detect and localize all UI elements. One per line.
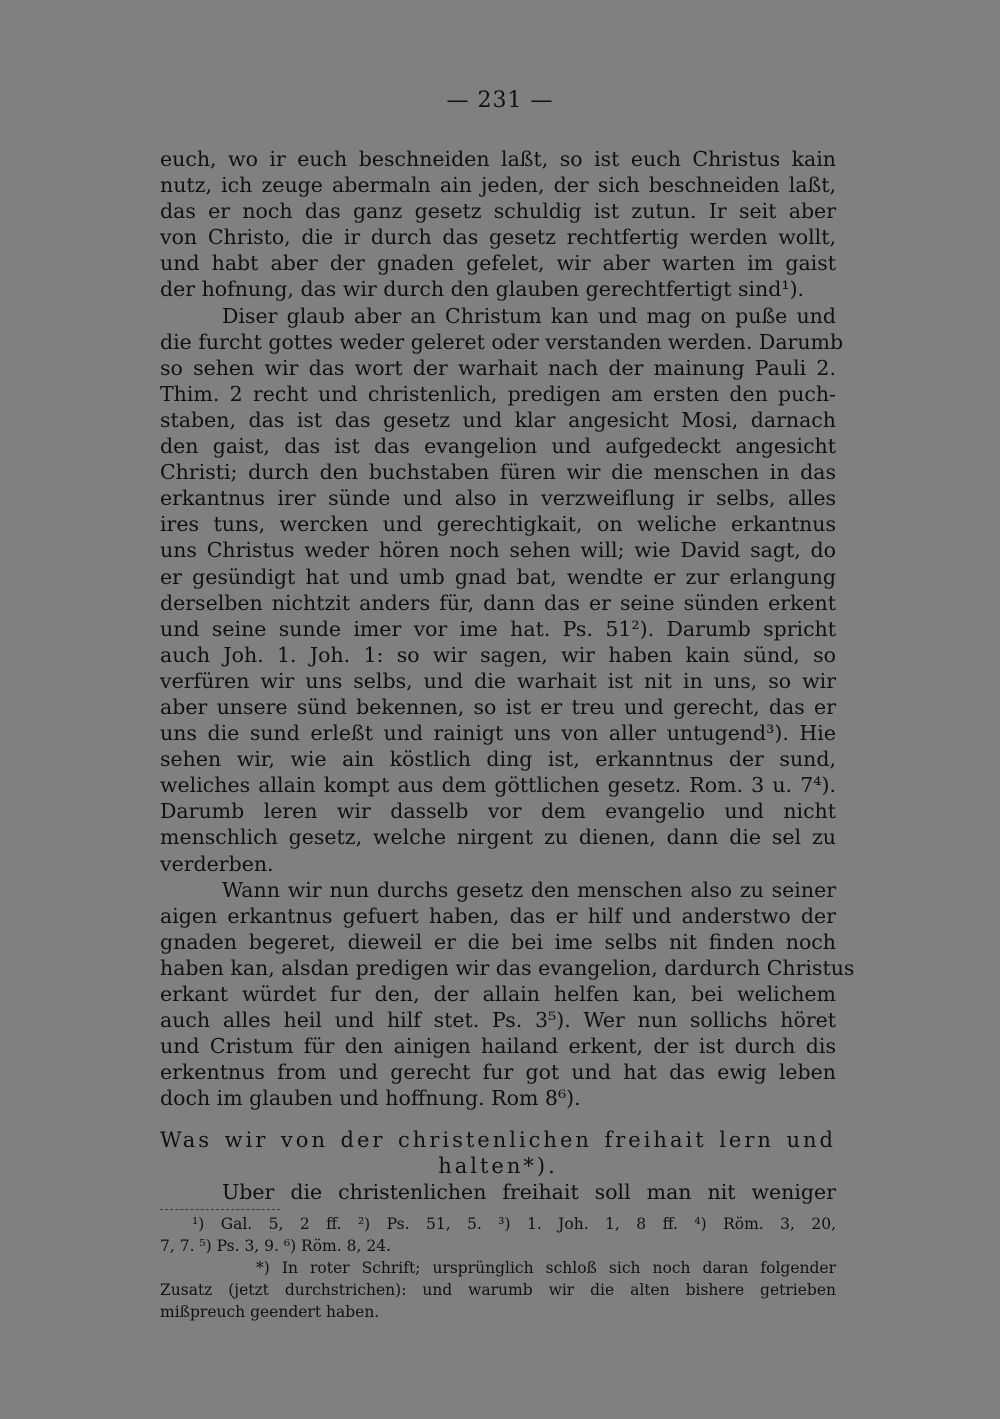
text-line: nutz, ich zeuge abermaln ain jeden, der sich beschneiden laßt, [160, 173, 836, 198]
text-line: Uber die christenlichen freihait soll man nit weniger [222, 1180, 836, 1205]
text-line: die furcht gottes weder geleret oder verstanden werden. Darumb [160, 329, 844, 354]
text-line: uns Christus weder hören noch sehen will; wie David sagt, do [160, 538, 836, 563]
text-line: haben kan, alsdan predigen wir das evangelion, dardurch Christus [160, 955, 855, 980]
footnote-line: 7, 7. ⁵) Ps. 3, 9. ⁶) Röm. 8, 24. [160, 1237, 391, 1255]
text-line: von Christo, die ir durch das gesetz rechtfertig werden wollt, [160, 225, 836, 250]
text-line: gnaden begeret, dieweil er die bei ime selbs nit finden noch [160, 929, 836, 954]
body-text [160, 146, 855, 1206]
text-line: und habt aber der gnaden gefelet, wir aber warten im gaist [160, 251, 836, 276]
section-heading-continued: halten*). [438, 1154, 558, 1179]
page-number: — 231 — [446, 88, 554, 113]
text-line: Darumb leren wir dasselb vor dem evangelio und nicht [160, 799, 836, 824]
text-line: verfüren wir uns selbs, und die warhait ist nit in uns, so wir [160, 668, 836, 693]
text-line: aigen erkantnus gefuert haben, das er hilf und anderstwo der [160, 903, 836, 928]
text-line: sehen wir, wie ain köstlich ding ist, erkanntnus der sund, [160, 747, 836, 772]
text-line: menschlich gesetz, welche nirgent zu dienen, dann die sel zu [160, 825, 836, 850]
text-line: ires tuns, wercken und gerechtigkait, on weliche erkantnus [160, 512, 836, 537]
footnote-line: Zusatz (jetzt durchstrichen): und warumb wir die alten bishere getrieben [160, 1281, 836, 1299]
text-line: er gesündigt hat und umb gnad bat, wendte er zur erlangung [160, 564, 836, 589]
section-heading: Was wir von der christenlichen freihait lern und [160, 1128, 836, 1153]
footnotes [160, 1213, 836, 1323]
text-line: weliches allain kompt aus dem göttlichen gesetz. Rom. 3 u. 7⁴). [160, 773, 836, 798]
text-line: erkentnus from und gerecht fur got und hat das ewig leben [160, 1060, 836, 1085]
text-line: auch alles heil und hilf stet. Ps. 3⁵). Wer nun sollichs höret [160, 1008, 836, 1033]
text-line: so sehen wir das wort der warhait nach der mainung Pauli 2. [160, 355, 836, 380]
footnote-line: mißpreuch geendert haben. [160, 1303, 380, 1321]
text-line: Christi; durch den buchstaben füren wir die menschen in das [160, 460, 836, 485]
text-line: und Cristum für den ainigen hailand erkent, der ist durch dis [160, 1034, 836, 1059]
text-line: doch im glauben und hoffnung. Rom 8⁶). [160, 1086, 581, 1111]
text-line: den gaist, das ist das evangelion und aufgedeckt angesicht [160, 434, 836, 459]
text-line: derselben nichtzit anders für, dann das er seine sünden erkent [160, 590, 836, 615]
text-line: uns die sund erleßt und rainigt uns von aller untugend³). Hie [160, 721, 836, 746]
text-line: der hofnung, das wir durch den glauben gerechtfertigt sind¹). [160, 277, 805, 302]
text-line: staben, das ist das gesetz und klar angesicht Mosi, darnach [160, 407, 836, 432]
text-line: Diser glaub aber an Christum kan und mag on puße und [222, 303, 836, 328]
text-line: erkantnus irer sünde und also in verzweiflung ir selbs, alles [160, 486, 836, 511]
text-line: aber unsere sünd bekennen, so ist er treu und gerecht, das er [160, 694, 836, 719]
text-line: verderben. [160, 851, 274, 876]
text-line: und seine sunde imer vor ime hat. Ps. 51²). Darumb spricht [160, 616, 836, 641]
text-line: auch Joh. 1. Joh. 1: so wir sagen, wir haben kain sünd, so [160, 642, 836, 667]
text-line: das er noch das ganz gesetz schuldig ist zutun. Ir seit aber [160, 199, 836, 224]
footnote-divider [160, 1209, 280, 1210]
footnote-line: *) In roter Schrift; ursprünglich schloß sich noch daran folgender [256, 1259, 836, 1277]
text-line: erkant würdet fur den, der allain helfen kan, bei welichem [160, 982, 836, 1006]
text-line: Thim. 2 recht und christenlich, predigen am ersten den puch- [160, 381, 836, 406]
footnote-line: ¹) Gal. 5, 2 ff. ²) Ps. 51, 5. ³) 1. Joh. 1, 8 ff. ⁴) Röm. 3, 20, [192, 1215, 836, 1233]
text-line: Wann wir nun durchs gesetz den menschen also zu seiner [222, 877, 836, 902]
text-line: euch, wo ir euch beschneiden laßt, so ist euch Christus kain [160, 147, 836, 171]
